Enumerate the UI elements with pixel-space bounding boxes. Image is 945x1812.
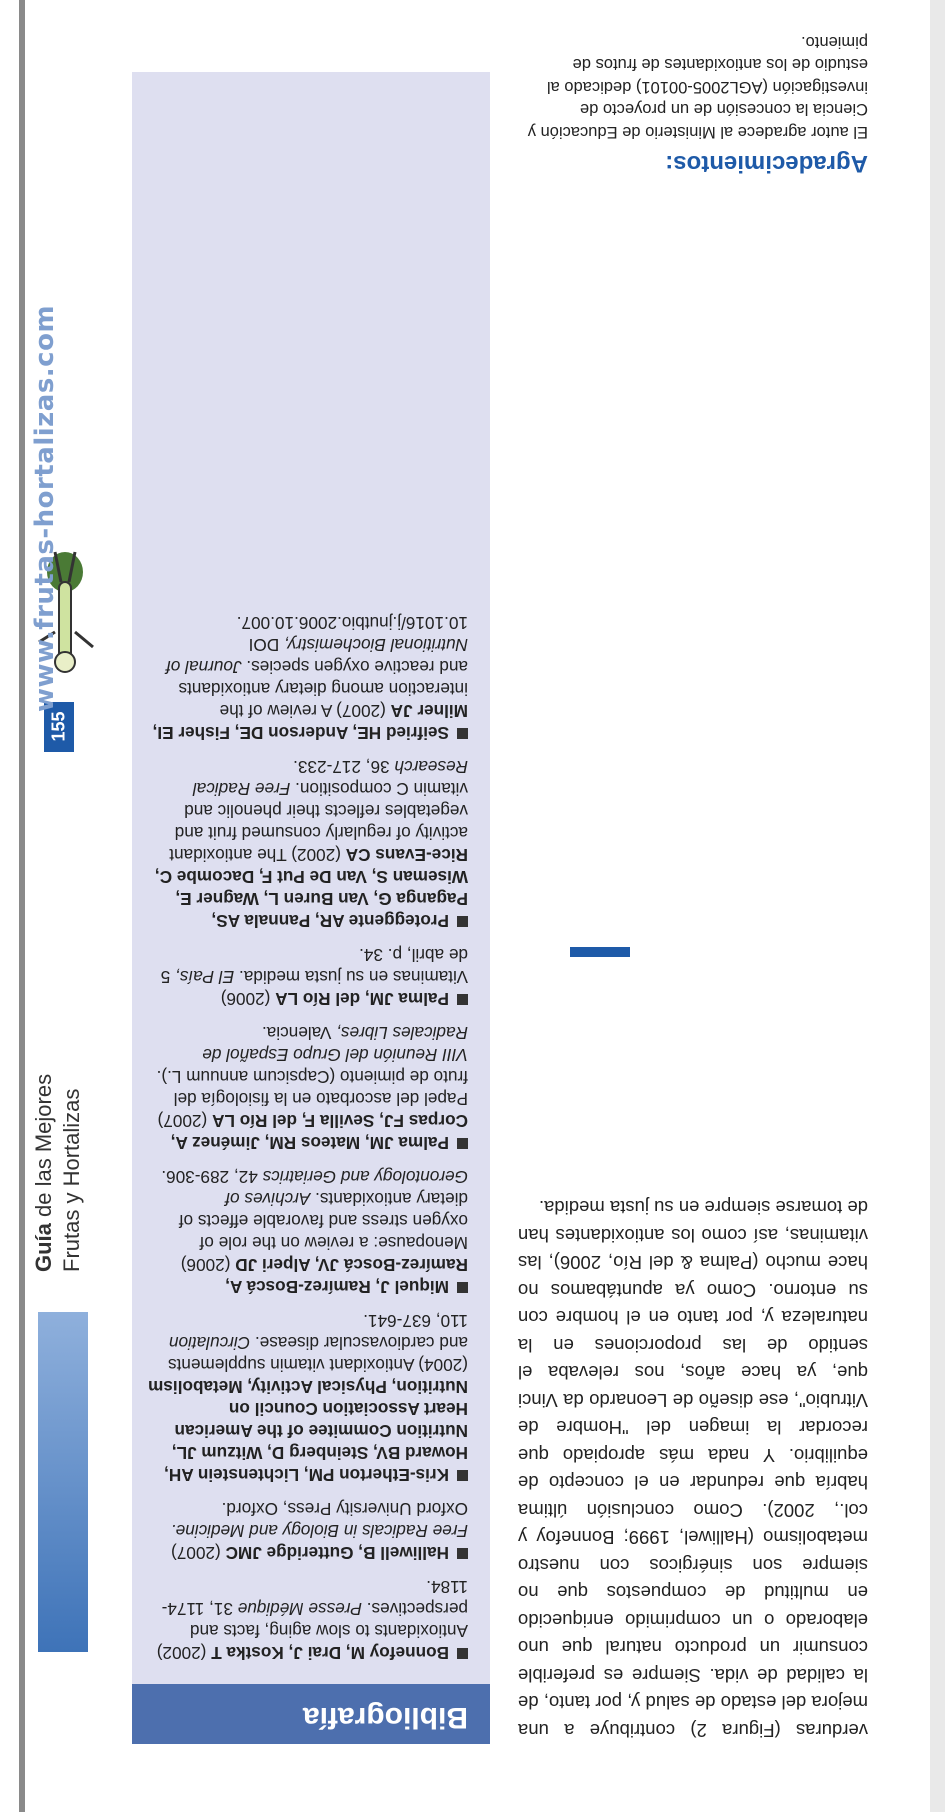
reference-journal: Free Radicals in Biology and Medicine. — [170, 1521, 468, 1541]
guide-title-rest: de las Mejores Frutas y Hortalizas — [31, 1073, 84, 1272]
reference-tail: DOI 10.1016/j.jnutbio.2006.10.007. — [236, 613, 468, 655]
reference-item — [148, 1166, 468, 1298]
reference-authors: Kris-Etherton PM, Lichtenstein AH, Howard BV, Steinberg D, Witzum JL, Nutrition Commitee of the American Heart Association Council on Nutrition, Physical Activity, Metabolism — [148, 1377, 468, 1485]
guide-title-bold: Guía — [31, 1223, 56, 1272]
reference-tail: 31, 1174-1184. — [161, 1577, 468, 1619]
reference-tail: Oxford University Press, Oxford. — [221, 1499, 468, 1519]
reference-text: (2002) Antioxidants to slow aging, facts and perspectives. — [156, 1599, 468, 1663]
reference-text: (2002) The antioxidant activity of regularly consumed fruit and vegetables reflects their phenolic and vitamin C composition. — [169, 779, 468, 865]
reference-item — [148, 612, 468, 744]
reference-item — [148, 1498, 468, 1564]
page-number: 155 — [48, 711, 69, 743]
reference-tail: 5 de abril, p. 34. — [160, 945, 468, 987]
bullet-square-icon — [457, 916, 468, 927]
bullet-square-icon — [457, 728, 468, 739]
page-spine — [19, 0, 25, 1812]
acknowledgements-text: El autor agradece al Ministerio de Educación y Ciencia la concesión de un proyecto de investigación (AGL2005-00101) dedicado al estudio de los antioxidantes de frutos de pimiento. — [527, 33, 868, 141]
reference-text: (2006) Vitaminas en su justa medida. — [220, 967, 468, 1009]
url-text: www.frutas-hortalizas.com — [30, 304, 60, 712]
reference-item — [148, 944, 468, 1010]
reference-journal: Presse Médique — [237, 1599, 362, 1619]
reference-authors: Bonnefoy M, Drai J, Kostka T — [211, 1643, 449, 1663]
reference-authors: Proteggente AR, Pannala AS, Paganga G, Van Buren L, Wagner E, Wiseman S, Van De Put F, Dacombe C, Rice-Evans CA — [154, 845, 468, 931]
reference-authors: Palma JM, Mateos RM, Jiménez A, Corpas FJ, Sevilla F, del Río LA — [170, 1111, 468, 1153]
reference-authors: Palma JM, del Río LA — [275, 989, 449, 1009]
bibliography-box — [132, 72, 490, 1744]
bibliography-header — [132, 1684, 490, 1744]
bullet-square-icon — [457, 994, 468, 1005]
bullet-square-icon — [457, 1138, 468, 1149]
reference-journal: Archives of Gerontology and Geriatrics — [225, 1167, 468, 1209]
bibliography-title: Bibliografía — [302, 1701, 468, 1734]
reference-item — [148, 1576, 468, 1664]
reference-journal: Free Radical Research — [192, 757, 468, 799]
reference-tail: 36, 217-233. — [293, 757, 395, 777]
bibliography-list — [148, 600, 468, 1664]
reference-item — [148, 1022, 468, 1154]
guide-title — [30, 1012, 110, 1272]
acknowledgements — [518, 31, 868, 178]
spine-color-bar — [38, 1312, 88, 1652]
reference-tail: 110, 637-641. — [363, 1311, 468, 1331]
bullet-square-icon — [457, 1282, 468, 1293]
reference-text: (2004) Antioxidant vitamin supplements and cardiovascular disease. — [168, 1333, 468, 1375]
reference-text: (2007) Papel del ascorbato en la fisiología del fruto de pimiento (Capsicum annuum L.). — [156, 1067, 468, 1131]
reference-journal: El País, — [175, 967, 235, 987]
reference-journal: Circulation — [168, 1333, 251, 1353]
reference-authors: Miquel J, Ramírez-Boscá A, Ramírez-Boscá JV, Alperi JD — [225, 1255, 468, 1297]
reference-journal: Journal of Nutritional Biochemistry, — [166, 635, 468, 677]
bullet-square-icon — [457, 1648, 468, 1659]
acknowledgements-title: Agradecimientos: — [665, 150, 868, 177]
reference-text: (2006) Menopause: a review on the role of oxygen stress and favorable effects of dietary antioxidants. — [178, 1189, 468, 1275]
reference-authors: Halliwell B, Gutteridge JMC — [225, 1543, 449, 1563]
reference-item — [148, 756, 468, 932]
website-url — [30, 292, 70, 712]
reference-journal: VIII Reunión del Grupo Español de Radicales Libres, — [202, 1023, 468, 1065]
section-divider — [570, 947, 630, 957]
reference-text: (2007) — [171, 1543, 226, 1563]
reference-tail: Valencia. — [261, 1023, 337, 1043]
reference-text: (2007) A review of the interaction among dietary antioxidants and reactive oxygen species. — [178, 657, 468, 721]
reference-tail: 42, 289-306. — [161, 1167, 263, 1187]
reference-item — [148, 1310, 468, 1486]
body-paragraph: verduras (Figura 2) contribuye a una mejora del estado de salud y, por tanto, de la calidad de vida. Siempre es preferible consumir un producto natural que uno elaborado o un comprimido enriquecido en multitud de compuestos que no siempre son sinérgicos con nuestro metabolismo (Halliwel, 1999; Bonnefoy y col., 2002). Como conclusión última habría que redundar en el concepto de equilibrio. Y nada más apropiado que recordar la imagen del "Hombre de Vitrubio", ese diseño de Leonardo da Vinci que, ya hace años, nos relevaba el sentido de las proporciones en la naturaleza y, por tanto en el hombre con su entorno. Como ya apuntábamos no hace mucho (Palma & del Río, 2006), las vitaminas, así como los antioxidantes han de tomarse siempre en su justa medida. — [518, 1197, 868, 1741]
bullet-square-icon — [457, 1548, 468, 1559]
bullet-square-icon — [457, 1470, 468, 1481]
reference-authors: Seifried HE, Anderson DE, Fisher EI, Milner JA — [152, 701, 468, 743]
body-column — [518, 1194, 868, 1744]
